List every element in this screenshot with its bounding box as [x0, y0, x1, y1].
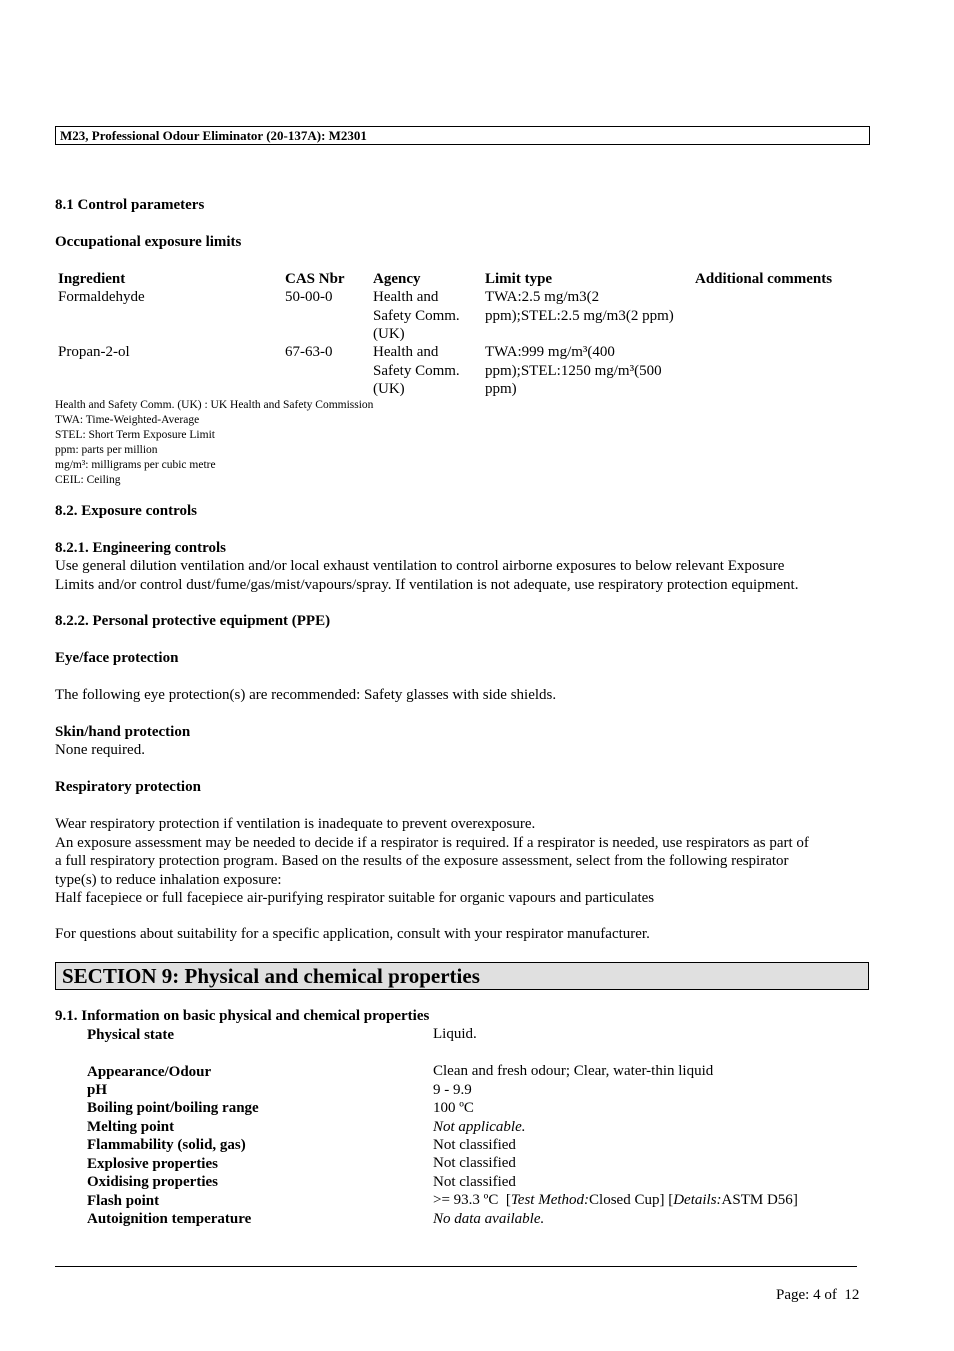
paragraph-line: Limits and/or control dust/fume/gas/mist/vapours/spray. If ventilation is not adequate, use respiratory protection equipment. — [55, 576, 799, 593]
property-label-appearance: Appearance/Odour — [87, 1064, 212, 1080]
limit-line: TWA:999 mg/m³(400 — [485, 344, 615, 360]
section-9-title: SECTION 9: Physical and chemical properties — [55, 962, 869, 990]
property-label-autoignition: Autoignition temperature — [87, 1211, 252, 1227]
skin-protection-text: None required. — [55, 742, 145, 758]
details-value: ASTM D56 — [721, 1192, 793, 1208]
details-label: Details: — [673, 1192, 722, 1208]
table-row-1-ingredient: Formaldehyde — [58, 289, 145, 305]
agency-line: Safety Comm. — [373, 362, 460, 379]
skin-protection-heading: Skin/hand protection — [55, 724, 191, 740]
property-label-ph: pH — [87, 1082, 108, 1098]
basic-properties-heading: 9.1. Information on basic physical and chemical properties — [55, 1008, 430, 1024]
respirator-note: For questions about suitability for a specific application, consult with your respirator manufacturer. — [55, 926, 650, 942]
eye-protection-text: The following eye protection(s) are recommended: Safety glasses with side shields. — [55, 687, 557, 703]
agency-line: (UK) — [373, 381, 405, 397]
property-label-flammability: Flammability (solid, gas) — [87, 1137, 246, 1153]
paragraph-line: Use general dilution ventilation and/or local exhaust ventilation to control airborne exposures to below relevant Exposure — [55, 558, 785, 574]
table-row-2-limit — [485, 343, 662, 399]
agency-line: Safety Comm. — [373, 307, 460, 324]
table-header-agency: Agency — [373, 271, 421, 287]
table-header-cas: CAS Nbr — [285, 271, 345, 287]
document-header: M23, Professional Odour Eliminator (20-137A): M2301 — [55, 126, 870, 145]
footnote: TWA: Time-Weighted-Average — [55, 414, 200, 426]
property-value-boiling-point: 100 ºC — [433, 1100, 474, 1116]
property-label-boiling-point: Boiling point/boiling range — [87, 1100, 259, 1116]
property-label-explosive: Explosive properties — [87, 1156, 218, 1172]
property-label-flash-point: Flash point — [87, 1193, 160, 1209]
footer-divider — [55, 1266, 857, 1267]
bracket-close: ] — [792, 1192, 798, 1208]
table-header-comments: Additional comments — [695, 271, 833, 287]
property-value-melting-point: Not applicable. — [433, 1119, 526, 1135]
property-value-ph: 9 - 9.9 — [433, 1082, 472, 1098]
property-value-appearance: Clean and fresh odour; Clear, water-thin liquid — [433, 1063, 714, 1079]
table-row-1-limit — [485, 288, 674, 325]
table-header-ingredient: Ingredient — [58, 271, 126, 287]
engineering-controls-text — [55, 557, 798, 594]
paragraph-line: Wear respiratory protection if ventilation is inadequate to prevent overexposure. — [55, 816, 536, 832]
table-row-2-ingredient: Propan-2-ol — [58, 344, 130, 360]
paragraph-line: Half facepiece or full facepiece air-purifying respirator suitable for organic vapours and particulates — [55, 890, 655, 906]
footnote: Health and Safety Comm. (UK) : UK Health and Safety Commission — [55, 399, 374, 411]
limit-line: ppm) — [485, 381, 517, 397]
abbreviation-footnotes — [55, 398, 373, 488]
property-value-oxidising: Not classified — [433, 1174, 516, 1190]
property-value-flammability: Not classified — [433, 1137, 516, 1153]
limit-line: ppm);STEL:1250 mg/m³(500 — [485, 362, 662, 379]
agency-line: Health and — [373, 344, 439, 360]
bracket-separator: ] [ — [659, 1192, 674, 1208]
eye-protection-heading: Eye/face protection — [55, 650, 179, 666]
property-value-physical-state: Liquid. — [433, 1026, 477, 1042]
footnote: mg/m³: milligrams per cubic metre — [55, 459, 216, 471]
test-method-label: Test Method: — [510, 1192, 590, 1208]
page-number: Page: 4 of 12 — [776, 1287, 860, 1303]
paragraph-line: An exposure assessment may be needed to decide if a respirator is required. If a respirator is needed, use respirators as part of — [55, 834, 809, 851]
agency-line: (UK) — [373, 326, 405, 342]
table-row-2-cas: 67-63-0 — [285, 344, 333, 360]
limit-line: ppm);STEL:2.5 mg/m3(2 ppm) — [485, 307, 674, 324]
property-value-flash-point — [433, 1191, 798, 1210]
engineering-controls-heading: 8.2.1. Engineering controls — [55, 540, 226, 556]
property-label-melting-point: Melting point — [87, 1119, 175, 1135]
property-label-oxidising: Oxidising properties — [87, 1174, 218, 1190]
table-row-1-cas: 50-00-0 — [285, 289, 333, 305]
footnote: CEIL: Ceiling — [55, 474, 121, 486]
table-header-limit-type: Limit type — [485, 271, 553, 287]
limit-line: TWA:2.5 mg/m3(2 — [485, 289, 600, 305]
agency-line: Health and — [373, 289, 439, 305]
oel-heading: Occupational exposure limits — [55, 234, 242, 250]
flash-point-value: >= 93.3 ºC [ — [433, 1192, 511, 1208]
exposure-controls-heading: 8.2. Exposure controls — [55, 503, 197, 519]
ppe-heading: 8.2.2. Personal protective equipment (PPE) — [55, 613, 331, 629]
table-row-2-agency — [373, 343, 460, 399]
respiratory-protection-heading: Respiratory protection — [55, 779, 201, 795]
table-row-1-agency — [373, 288, 460, 344]
property-value-explosive: Not classified — [433, 1155, 516, 1171]
paragraph-line: a full respiratory protection program. Based on the results of the exposure assessment, select from the following respirator — [55, 853, 789, 869]
footnote: STEL: Short Term Exposure Limit — [55, 429, 215, 441]
test-method-value: Closed Cup — [589, 1192, 660, 1208]
respiratory-protection-text — [55, 815, 809, 908]
property-label-physical-state: Physical state — [87, 1027, 175, 1043]
footnote: ppm: parts per million — [55, 444, 158, 456]
paragraph-line: type(s) to reduce inhalation exposure: — [55, 871, 282, 888]
control-parameters-heading: 8.1 Control parameters — [55, 197, 205, 213]
property-value-autoignition: No data available. — [433, 1211, 545, 1227]
